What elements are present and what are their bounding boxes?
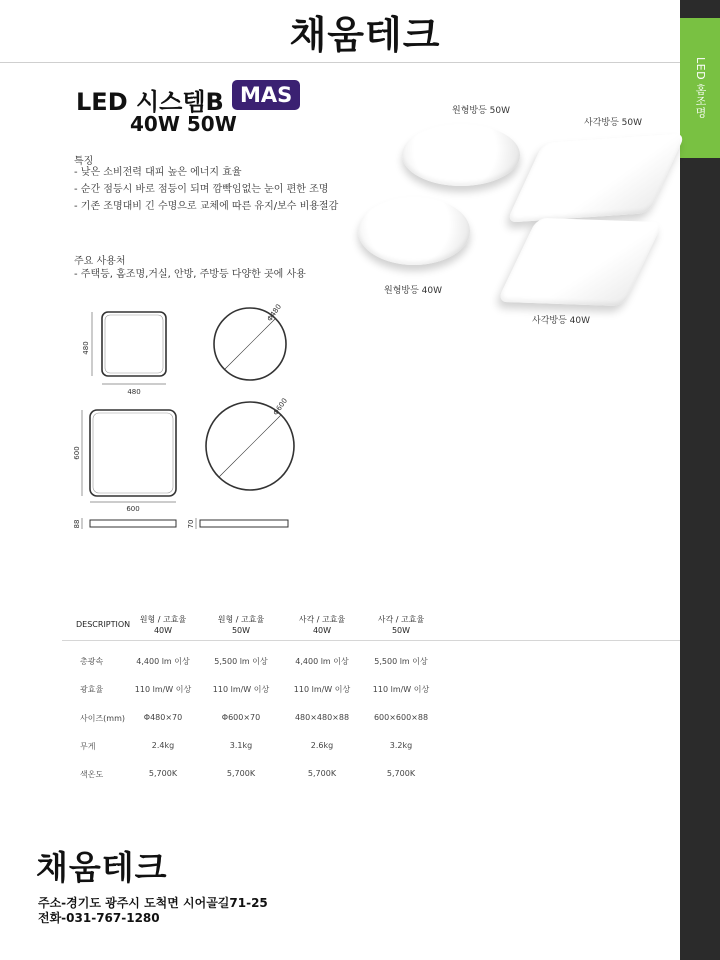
- column-watt: 50W: [391, 626, 411, 635]
- product-title: LED 시스템B: [76, 88, 224, 116]
- spec-cell: 5,500 lm 이상: [374, 657, 428, 666]
- spec-row-label: 총광속: [80, 657, 104, 666]
- round-side-view: [200, 520, 288, 527]
- spec-cell: 3.1kg: [229, 741, 253, 750]
- spec-cell: 4,400 lm 이상: [136, 657, 190, 666]
- dim-dia600: Φ600: [271, 396, 290, 417]
- spec-column-header: [277, 614, 367, 636]
- column-type: 사각 / 고효율: [298, 615, 346, 624]
- spec-cell: 110 lm/W 이상: [293, 685, 351, 694]
- spec-cell: 110 lm/W 이상: [212, 685, 270, 694]
- spec-cell: 3.2kg: [389, 741, 413, 750]
- features-list: [74, 164, 338, 215]
- spec-cell: 110 lm/W 이상: [134, 685, 192, 694]
- feature-item: - 순간 점등시 바로 점등이 되며 깜빡임없는 눈이 편한 조명: [74, 184, 329, 195]
- column-type: 원형 / 고효율: [217, 615, 265, 624]
- brand-title: 채움테크: [289, 13, 441, 57]
- spec-cell: 600×600×88: [373, 713, 429, 722]
- column-watt: 40W: [153, 626, 173, 635]
- usage-title: 주요 사용처: [74, 256, 126, 267]
- usage-item: - 주택등, 홈조명,거실, 안방, 주방등 다양한 곳에 사용: [74, 269, 306, 280]
- spec-cell: 5,700K: [386, 769, 416, 778]
- spec-column-header: [196, 614, 286, 636]
- dim-sq480-height: 480: [82, 341, 90, 355]
- spec-row-label: 광효율: [80, 685, 104, 694]
- spec-cell: 5,700K: [307, 769, 337, 778]
- product-wattage: 40W 50W: [130, 112, 237, 136]
- column-type: 원형 / 고효율: [139, 615, 187, 624]
- dim-sq600-width: 600: [126, 505, 140, 513]
- spec-column-header: [356, 614, 446, 636]
- category-label: LED 홈조명: [694, 57, 707, 119]
- square-480-outline: [102, 312, 166, 376]
- photo-label-square-40w: 사각방등 40W: [532, 316, 590, 326]
- dimension-drawings: [72, 296, 322, 536]
- square-lamp-50w-image: [506, 133, 686, 222]
- round-lamp-50w-image: [402, 124, 520, 186]
- column-type: 사각 / 고효율: [377, 615, 425, 624]
- feature-item: - 기존 조명대비 긴 수명으로 교체에 따른 유지/보수 비용절감: [74, 201, 339, 212]
- spec-cell: Φ600×70: [221, 713, 261, 722]
- spec-cell: 480×480×88: [294, 713, 350, 722]
- spec-row-label: 무게: [80, 742, 96, 751]
- dim-dia480: Φ480: [265, 302, 284, 323]
- column-watt: 50W: [231, 626, 251, 635]
- spec-cell: 2.6kg: [310, 741, 334, 750]
- footer-brand: 채움테크: [36, 848, 168, 887]
- photo-label-round-40w: 원형방등 40W: [384, 286, 442, 296]
- spec-description-label: DESCRIPTION: [76, 620, 131, 629]
- dim-sq600-height: 600: [73, 446, 81, 460]
- spec-cell: Φ480×70: [143, 713, 183, 722]
- square-lamp-40w-image: [497, 218, 663, 306]
- dim-side70: 70: [187, 519, 195, 529]
- spec-cell: 5,700K: [226, 769, 256, 778]
- spec-row-label: 사이즈(mm): [80, 714, 126, 723]
- spec-row-label: 색온도: [80, 770, 104, 779]
- header-divider: [0, 62, 680, 63]
- spec-cell: 2.4kg: [151, 741, 175, 750]
- square-side-view: [90, 520, 176, 527]
- model-badge: MAS: [232, 80, 300, 110]
- spec-header-divider: [62, 640, 680, 641]
- dim-side88: 88: [73, 519, 81, 529]
- spec-cell: 5,700K: [148, 769, 178, 778]
- spec-column-header: [118, 614, 208, 636]
- photo-label-round-50w: 원형방등 50W: [452, 106, 510, 116]
- dim-sq480-width: 480: [127, 388, 141, 396]
- column-watt: 40W: [312, 626, 332, 635]
- features-title: 특징: [74, 156, 94, 167]
- spec-cell: 110 lm/W 이상: [372, 685, 430, 694]
- footer-phone: 전화-031-767-1280: [38, 911, 160, 925]
- photo-label-square-50w: 사각방등 50W: [584, 118, 642, 128]
- feature-item: - 낮은 소비전력 대피 높은 에너지 효율: [74, 167, 242, 178]
- spec-cell: 5,500 lm 이상: [214, 657, 268, 666]
- footer-address: 주소-경기도 광주시 도척면 시어골길71-25: [38, 896, 268, 910]
- square-600-outline: [90, 410, 176, 496]
- round-lamp-40w-image: [358, 197, 470, 265]
- spec-cell: 4,400 lm 이상: [295, 657, 349, 666]
